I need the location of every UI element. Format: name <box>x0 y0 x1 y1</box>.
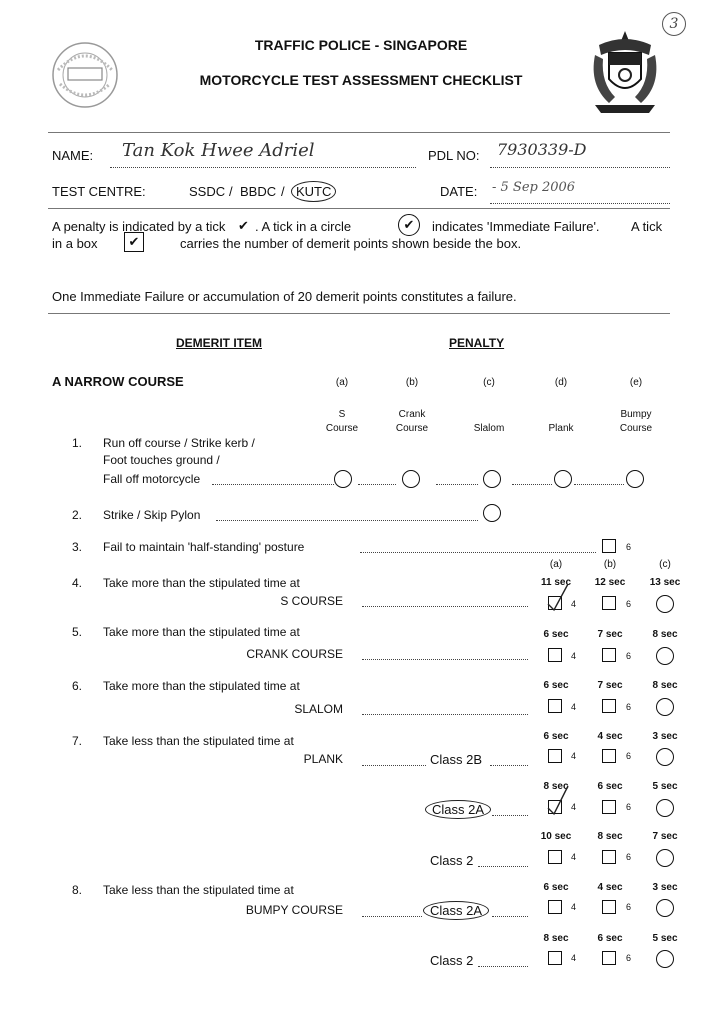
item-7-2a-time-a: 8 sec <box>543 781 569 792</box>
item-1-circle-b[interactable] <box>402 470 420 488</box>
item-8-2a-time-b: 4 sec <box>597 882 623 893</box>
item-7-course: PLANK <box>303 752 343 766</box>
item-4-number: 4. <box>72 576 83 590</box>
item-7-2-time-c: 7 sec <box>652 831 678 842</box>
item-6-time-b: 7 sec <box>597 680 623 691</box>
item-4-course: S COURSE <box>280 594 343 608</box>
item-2-circle-c[interactable] <box>483 504 501 522</box>
name-label: NAME: <box>52 148 94 163</box>
item-6-time-a: 6 sec <box>543 680 569 691</box>
item-8-2-box-b[interactable] <box>602 951 616 965</box>
item-8-2-time-c: 5 sec <box>652 933 678 944</box>
item-6-course: SLALOM <box>294 702 343 716</box>
item-3-points: 6 <box>626 542 632 552</box>
col-e-line2: Course <box>619 423 653 434</box>
item-4-points-b: 6 <box>626 599 632 609</box>
item-8-2a-points-b: 6 <box>626 902 632 912</box>
item-3-box[interactable] <box>602 539 616 553</box>
item-8-2-time-b: 6 sec <box>597 933 623 944</box>
item-7-2a-time-c: 5 sec <box>652 781 678 792</box>
item-1-leader-d <box>512 484 552 485</box>
item-8-2a-points-a: 4 <box>571 902 577 912</box>
col-c-line2: Slalom <box>473 423 505 434</box>
item-7-class-2b: Class 2B <box>430 752 483 767</box>
item-7-leader-2-tail <box>478 866 528 867</box>
item-8-2-box-a[interactable] <box>548 951 562 965</box>
item-8-2a-time-c: 3 sec <box>652 882 678 893</box>
instruction-line-2b: carries the number of demerit points shown beside the box. <box>180 236 522 251</box>
item-5-box-a[interactable] <box>548 648 562 662</box>
instruction-line-1b: . A tick in a circle <box>255 219 352 234</box>
divider-bottom <box>48 313 670 314</box>
driving-centre-stamp <box>50 40 120 110</box>
item-7-2b-time-c: 3 sec <box>652 731 678 742</box>
item-7-number: 7. <box>72 734 83 748</box>
item-7-2b-circle-c[interactable] <box>656 748 674 766</box>
item-8-leader-2a-tail <box>492 916 528 917</box>
item-7-2-time-b: 8 sec <box>597 831 623 842</box>
item-4-tick-mark <box>544 582 570 612</box>
centre-bbdc: BBDC <box>240 184 277 199</box>
item-4-time-a: 11 sec <box>540 577 572 588</box>
failure-rule: One Immediate Failure or accumulation of 20 demerit points constitutes a failure. <box>52 289 517 304</box>
name-value: Tan Kok Hwee Adriel <box>122 140 315 161</box>
item-5-leader <box>362 659 528 660</box>
pdl-line <box>490 167 670 168</box>
item-4-line1: Take more than the stipulated time at <box>103 576 300 590</box>
item-7-2a-points-a: 4 <box>571 802 577 812</box>
divider-mid <box>48 208 670 209</box>
item-6-points-b: 6 <box>626 702 632 712</box>
item-4-box-b[interactable] <box>602 596 616 610</box>
tick-in-circle-example: ✔ <box>398 214 420 236</box>
instruction-line-1a: A penalty is indicated by a tick <box>52 219 226 234</box>
centre-kutc-selected: KUTC <box>291 181 336 202</box>
centre-sep-2: / <box>281 184 285 199</box>
item-5-line1: Take more than the stipulated time at <box>103 625 300 639</box>
document-subtitle: MOTORCYCLE TEST ASSESSMENT CHECKLIST <box>199 72 523 88</box>
item-8-2-circle-c[interactable] <box>656 950 674 968</box>
item-1-leader-e <box>574 484 624 485</box>
item-6-box-b[interactable] <box>602 699 616 713</box>
item-8-leader-2-tail <box>478 966 528 967</box>
item-1-circle-a[interactable] <box>334 470 352 488</box>
item-8-2a-box-b[interactable] <box>602 900 616 914</box>
demerit-item-header: DEMERIT ITEM <box>176 336 262 350</box>
item-5-time-c: 8 sec <box>652 629 678 640</box>
item-7-2-time-a: 10 sec <box>540 831 572 842</box>
item-7-2a-circle-c[interactable] <box>656 799 674 817</box>
centre-ssdc: SSDC <box>189 184 226 199</box>
item-6-points-a: 4 <box>571 702 577 712</box>
item-8-class-2a-circled: Class 2A <box>423 901 489 920</box>
sub-letter-c: (c) <box>659 559 671 570</box>
date-value: - 5 Sep 2006 <box>492 180 576 195</box>
item-5-points-a: 4 <box>571 651 577 661</box>
col-d-line2: Plank <box>548 423 574 434</box>
item-8-2a-circle-c[interactable] <box>656 899 674 917</box>
item-3-number: 3. <box>72 540 83 554</box>
penalty-header: PENALTY <box>449 336 505 350</box>
item-1-circle-c[interactable] <box>483 470 501 488</box>
item-1-line1: Run off course / Strike kerb / <box>103 436 255 450</box>
col-letter-d: (d) <box>554 377 568 388</box>
item-7-2b-time-a: 6 sec <box>543 731 569 742</box>
col-a-line1: S <box>338 409 346 420</box>
item-7-2b-box-b[interactable] <box>602 749 616 763</box>
item-4-time-c: 13 sec <box>649 577 681 588</box>
item-5-time-a: 6 sec <box>543 629 569 640</box>
item-7-leader-2b-tail <box>490 765 528 766</box>
item-1-circle-d[interactable] <box>554 470 572 488</box>
col-b-line1: Crank <box>398 409 426 420</box>
tick-symbol: ✔ <box>238 218 249 233</box>
item-7-2b-points-b: 6 <box>626 751 632 761</box>
sub-letter-a: (a) <box>549 559 563 570</box>
item-2-text: Strike / Skip Pylon <box>103 508 201 522</box>
section-narrow-course: A NARROW COURSE <box>52 374 184 389</box>
item-8-2-points-a: 4 <box>571 953 577 963</box>
item-1-line3: Fall off motorcycle <box>103 472 201 486</box>
item-7-2-points-b: 6 <box>626 852 632 862</box>
item-7-2a-points-b: 6 <box>626 802 632 812</box>
item-1-number: 1. <box>72 436 83 450</box>
item-7-class-2a-circled: Class 2A <box>425 800 491 819</box>
col-letter-e: (e) <box>629 377 643 388</box>
item-7-2-box-a[interactable] <box>548 850 562 864</box>
item-6-leader <box>362 714 528 715</box>
item-3-leader <box>360 552 596 553</box>
item-7-leader-2a-tail <box>492 815 528 816</box>
item-1-circle-e[interactable] <box>626 470 644 488</box>
col-b-line2: Course <box>395 423 429 434</box>
item-7-tick-mark <box>544 784 570 816</box>
pdl-label: PDL NO: <box>428 148 480 163</box>
tick-in-box-example: ✔ <box>124 232 144 252</box>
instruction-line-2a: in a box <box>52 236 98 251</box>
item-1-leader-c <box>436 484 478 485</box>
item-8-2a-time-a: 6 sec <box>543 882 569 893</box>
item-8-line1: Take less than the stipulated time at <box>103 883 294 897</box>
item-5-box-b[interactable] <box>602 648 616 662</box>
col-letter-a: (a) <box>335 377 349 388</box>
item-5-course: CRANK COURSE <box>246 647 343 661</box>
name-line <box>110 167 416 168</box>
item-7-line1: Take less than the stipulated time at <box>103 734 294 748</box>
col-e-line1: Bumpy <box>620 409 652 420</box>
col-letter-b: (b) <box>405 377 419 388</box>
item-4-circle-c[interactable] <box>656 595 674 613</box>
pdl-value: 7930339-D <box>497 140 587 159</box>
police-crest-logo <box>585 25 665 117</box>
item-2-leader <box>216 520 478 521</box>
page-number-mark: 3 <box>662 12 686 36</box>
item-7-2a-box-b[interactable] <box>602 800 616 814</box>
centre-sep-1: / <box>229 184 233 199</box>
item-7-class-2: Class 2 <box>430 853 474 868</box>
item-7-2b-box-a[interactable] <box>548 749 562 763</box>
date-line <box>490 203 670 204</box>
date-label: DATE: <box>440 184 478 199</box>
item-4-leader <box>362 606 528 607</box>
sub-letter-b: (b) <box>603 559 617 570</box>
item-6-time-c: 8 sec <box>652 680 678 691</box>
item-7-leader-2b <box>362 765 426 766</box>
divider-top <box>48 132 670 133</box>
item-5-number: 5. <box>72 625 83 639</box>
item-7-2b-time-b: 4 sec <box>597 731 623 742</box>
item-1-leader <box>212 484 334 485</box>
item-5-circle-c[interactable] <box>656 647 674 665</box>
item-2-number: 2. <box>72 508 83 522</box>
item-8-2-time-a: 8 sec <box>543 933 569 944</box>
item-7-2-box-b[interactable] <box>602 850 616 864</box>
item-3-text: Fail to maintain 'half-standing' posture <box>103 540 305 554</box>
item-5-points-b: 6 <box>626 651 632 661</box>
item-1-leader-b <box>358 484 396 485</box>
item-8-course: BUMPY COURSE <box>245 903 343 917</box>
item-8-leader-2a <box>362 916 422 917</box>
item-6-line1: Take more than the stipulated time at <box>103 679 300 693</box>
item-8-2a-box-a[interactable] <box>548 900 562 914</box>
document-title: TRAFFIC POLICE - SINGAPORE <box>254 37 468 53</box>
item-7-2-points-a: 4 <box>571 852 577 862</box>
col-a-line2: Course <box>325 423 359 434</box>
item-8-2-points-b: 6 <box>626 953 632 963</box>
item-4-time-b: 12 sec <box>594 577 626 588</box>
item-5-time-b: 7 sec <box>597 629 623 640</box>
instruction-line-1c: indicates 'Immediate Failure'. <box>432 219 600 234</box>
item-4-points-a: 4 <box>571 599 577 609</box>
item-8-number: 8. <box>72 883 83 897</box>
item-7-2-circle-c[interactable] <box>656 849 674 867</box>
item-6-box-a[interactable] <box>548 699 562 713</box>
item-6-number: 6. <box>72 679 83 693</box>
col-letter-c: (c) <box>483 377 495 388</box>
item-7-2a-time-b: 6 sec <box>597 781 623 792</box>
item-7-2b-points-a: 4 <box>571 751 577 761</box>
test-centre-label: TEST CENTRE: <box>52 184 146 199</box>
item-8-class-2: Class 2 <box>430 953 474 968</box>
item-6-circle-c[interactable] <box>656 698 674 716</box>
instruction-line-1d: A tick <box>631 219 663 234</box>
item-1-line2: Foot touches ground / <box>103 453 220 467</box>
